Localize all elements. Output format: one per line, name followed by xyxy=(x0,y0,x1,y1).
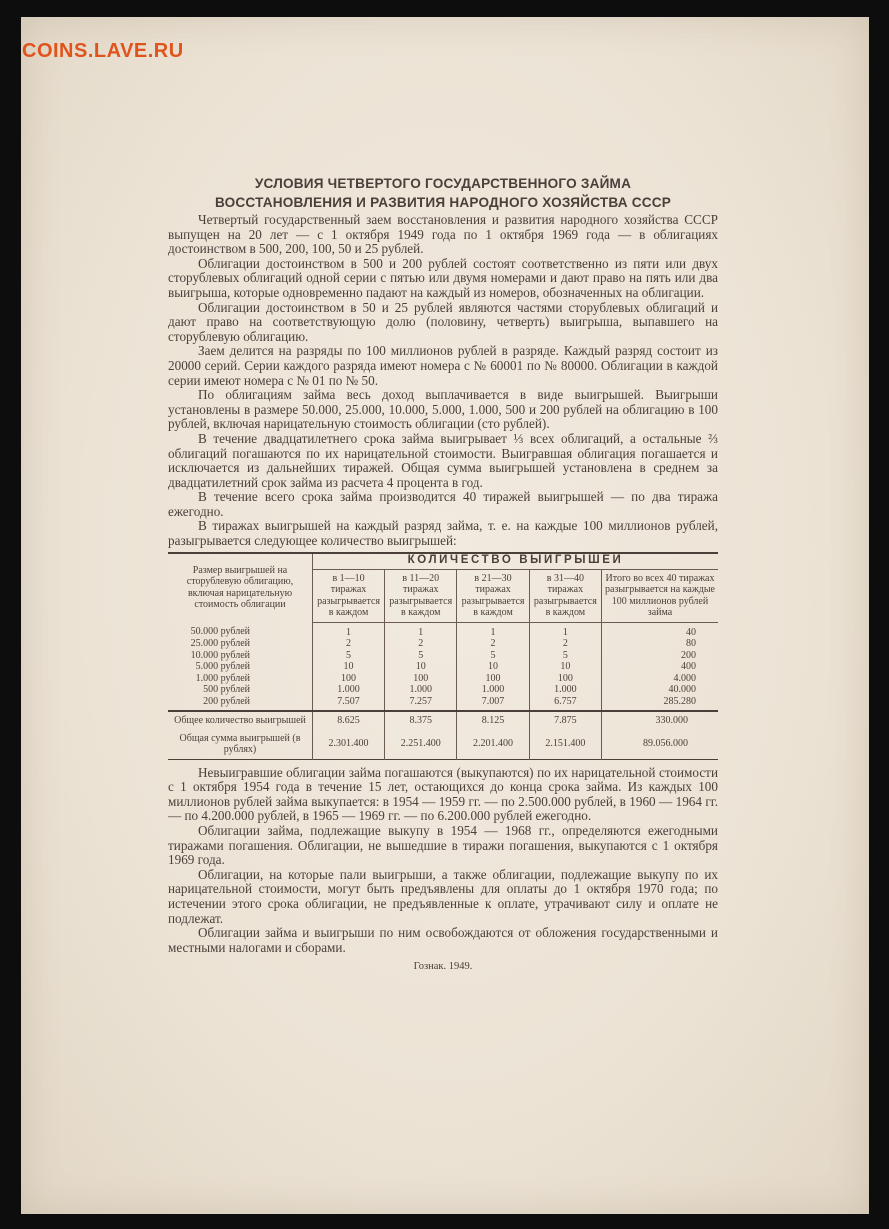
cell: 100 xyxy=(529,673,601,685)
cell: 100 xyxy=(457,673,529,685)
cell: 1 xyxy=(457,622,529,638)
cell: 1.000 xyxy=(529,684,601,696)
cell: 7.875 xyxy=(529,711,601,730)
paragraph: Невыигравшие облигации займа погашаются (выкупаются) по их нарицательной стоимости с 1 октября 1954 года в течение 15 лет, остающихся до конца срока займа. Из каждых 100 миллионов рублей займа выкупается: в 1954 — 1959 гг. — по 2.500.000 рублей, в 1960 — 1964 гг. — по 4.200.000 рублей, в 1965 — 1969 гг. — по 6.200.000 рублей ежегодно. xyxy=(168,764,718,824)
table-sub-header: в 1—10 тиражах разыгрывается в каждом xyxy=(313,569,385,622)
table-sub-header: Итого во всех 40 тиражах разыгрывается на каждые 100 миллионов рублей займа xyxy=(602,569,719,622)
row-label: 10.000 рублей xyxy=(168,650,313,662)
cell: 100 xyxy=(385,673,457,685)
cell: 10 xyxy=(529,661,601,673)
cell: 2 xyxy=(529,638,601,650)
cell: 6.757 xyxy=(529,696,601,712)
paragraph: Облигации достоинством в 500 и 200 рублей состоят соответственно из пяти или двух сторублевых облигаций одной серии с пятью или двумя номерами и дают право на пять или два выигрыша, которые одновременно падают на каждый из номеров, обозначенных на облигации. xyxy=(168,255,718,300)
row-label: 1.000 рублей xyxy=(168,673,313,685)
table-row xyxy=(168,684,718,696)
cell: 5 xyxy=(529,650,601,662)
table-row xyxy=(168,650,718,662)
row-label: 50.000 рублей xyxy=(168,622,313,638)
cell-total: 4.000 xyxy=(602,673,719,685)
paragraph: Облигации займа, подлежащие выкупу в 1954 — 1968 гг., определяются ежегодными тиражами погашения. Облигации, не вышедшие в тиражи погашения, выкупаются с 1 октября 1969 года. xyxy=(168,823,718,868)
document-body xyxy=(168,175,718,972)
cell-total: 89.056.000 xyxy=(602,730,719,760)
cell: 7.257 xyxy=(385,696,457,712)
row-label: 25.000 рублей xyxy=(168,638,313,650)
paragraph: Четвертый государственный заем восстановления и развития народного хозяйства СССР выпущен на 20 лет — с 1 октября 1949 года по 1 октября 1969 года — в облигациях достоинством в 500, 200, 100, 50 и 25 рублей. xyxy=(168,212,718,257)
table-sub-header: в 21—30 тиражах разыгрывается в каждом xyxy=(457,569,529,622)
summary-label: Общее количество выигрышей xyxy=(168,711,313,730)
printer-imprint: Гознак. 1949. xyxy=(413,961,473,973)
cell: 2 xyxy=(313,638,385,650)
paragraph: Заем делится на разряды по 100 миллионов рублей в разряде. Каждый разряд состоит из 20000 серий. Серии каждого разряда имеют номера с № 60001 по № 80000. Облигации в каждой серии имеют номера с № 01 по № 50. xyxy=(168,343,718,388)
cell-total: 40.000 xyxy=(602,684,719,696)
paragraph: В течение всего срока займа производится 40 тиражей выигрышей — по два тиража ежегодно. xyxy=(168,489,718,519)
paragraph: Облигации достоинством в 50 и 25 рублей являются частями сторублевых облигаций и дают право на соответствующую долю (половину, четверть) выигрыша, выпавшего на сторублевую облигацию. xyxy=(168,299,718,344)
table-row xyxy=(168,638,718,650)
cell: 1 xyxy=(313,622,385,638)
paragraph: Облигации займа и выигрыши по ним освобождаются от обложения государственными и местными налогами и сборами. xyxy=(168,925,718,955)
cell: 5 xyxy=(385,650,457,662)
summary-label: Общая сумма выигрышей (в рублях) xyxy=(168,730,313,760)
row-label: 5.000 рублей xyxy=(168,661,313,673)
table-sub-header: в 31—40 тиражах разыгрывается в каждом xyxy=(529,569,601,622)
row-label: 500 рублей xyxy=(168,684,313,696)
cell-total: 400 xyxy=(602,661,719,673)
cell: 100 xyxy=(313,673,385,685)
cell-total: 80 xyxy=(602,638,719,650)
cell: 10 xyxy=(313,661,385,673)
row-label: 200 рублей xyxy=(168,696,313,712)
cell: 2.201.400 xyxy=(457,730,529,760)
cell: 2 xyxy=(457,638,529,650)
cell: 5 xyxy=(457,650,529,662)
title-line-2: ВОССТАНОВЛЕНИЯ И РАЗВИТИЯ НАРОДНОГО ХОЗЯЙСТВА СССР xyxy=(214,195,672,210)
paragraph: Облигации, на которые пали выигрыши, а также облигации, подлежащие выкупу по их нарицательной стоимости, могут быть предъявлены для оплаты до 1 октября 1970 года; по истечении этого срока облигации, не предъявленные к оплате, утрачивают силу и оплате не подлежат. xyxy=(168,866,718,926)
table-left-header: Размер выигрышей на сторублевую облигацию, включая нарицательную стоимость облигации xyxy=(168,553,313,623)
watermark: COINS.LAVE.RU xyxy=(22,40,184,62)
cell: 1.000 xyxy=(385,684,457,696)
cell: 8.125 xyxy=(457,711,529,730)
table-row xyxy=(168,622,718,638)
cell: 10 xyxy=(457,661,529,673)
table-summary-row xyxy=(168,730,718,760)
cell: 1 xyxy=(529,622,601,638)
table-row xyxy=(168,673,718,685)
table-row xyxy=(168,696,718,712)
cell: 1.000 xyxy=(313,684,385,696)
cell-total: 285.280 xyxy=(602,696,719,712)
paragraph: В тиражах выигрышей на каждый разряд займа, т. е. на каждые 100 миллионов рублей, разыгрывается следующее количество выигрышей: xyxy=(168,518,718,549)
title-line-1: УСЛОВИЯ ЧЕТВЕРТОГО ГОСУДАРСТВЕННОГО ЗАЙМА xyxy=(254,176,632,191)
paragraph: В течение двадцатилетнего срока займа выигрывает ⅓ всех облигаций, а остальные ⅔ облигаций погашаются по их нарицательной стоимости. Выигравшая облигация погашается и исключается из дальнейших тиражей. Общая сумма выигрышей установлена в среднем за двадцатилетний срок займа из расчета 4 процента в год. xyxy=(168,430,718,490)
cell-total: 200 xyxy=(602,650,719,662)
cell: 10 xyxy=(385,661,457,673)
cell: 2.301.400 xyxy=(313,730,385,760)
cell: 2 xyxy=(385,638,457,650)
cell: 2.251.400 xyxy=(385,730,457,760)
table-group-header: КОЛИЧЕСТВО ВЫИГРЫШЕЙ xyxy=(313,553,719,570)
winnings-table xyxy=(168,552,718,760)
cell: 5 xyxy=(313,650,385,662)
cell: 7.507 xyxy=(313,696,385,712)
cell-total: 330.000 xyxy=(602,711,719,730)
table-sub-header: в 11—20 тиражах разыгрывается в каждом xyxy=(385,569,457,622)
cell-total: 40 xyxy=(602,622,719,638)
cell: 2.151.400 xyxy=(529,730,601,760)
cell: 7.007 xyxy=(457,696,529,712)
cell: 8.625 xyxy=(313,711,385,730)
cell: 1.000 xyxy=(457,684,529,696)
table-summary-row xyxy=(168,711,718,730)
table-row xyxy=(168,661,718,673)
cell: 1 xyxy=(385,622,457,638)
cell: 8.375 xyxy=(385,711,457,730)
paragraph: По облигациям займа весь доход выплачивается в виде выигрышей. Выигрыши установлены в размере 50.000, 25.000, 10.000, 5.000, 1.000, 500 и 200 рублей на облигацию в 100 рублей, включая нарицательную стоимость облигации (сто рублей). xyxy=(168,387,718,432)
